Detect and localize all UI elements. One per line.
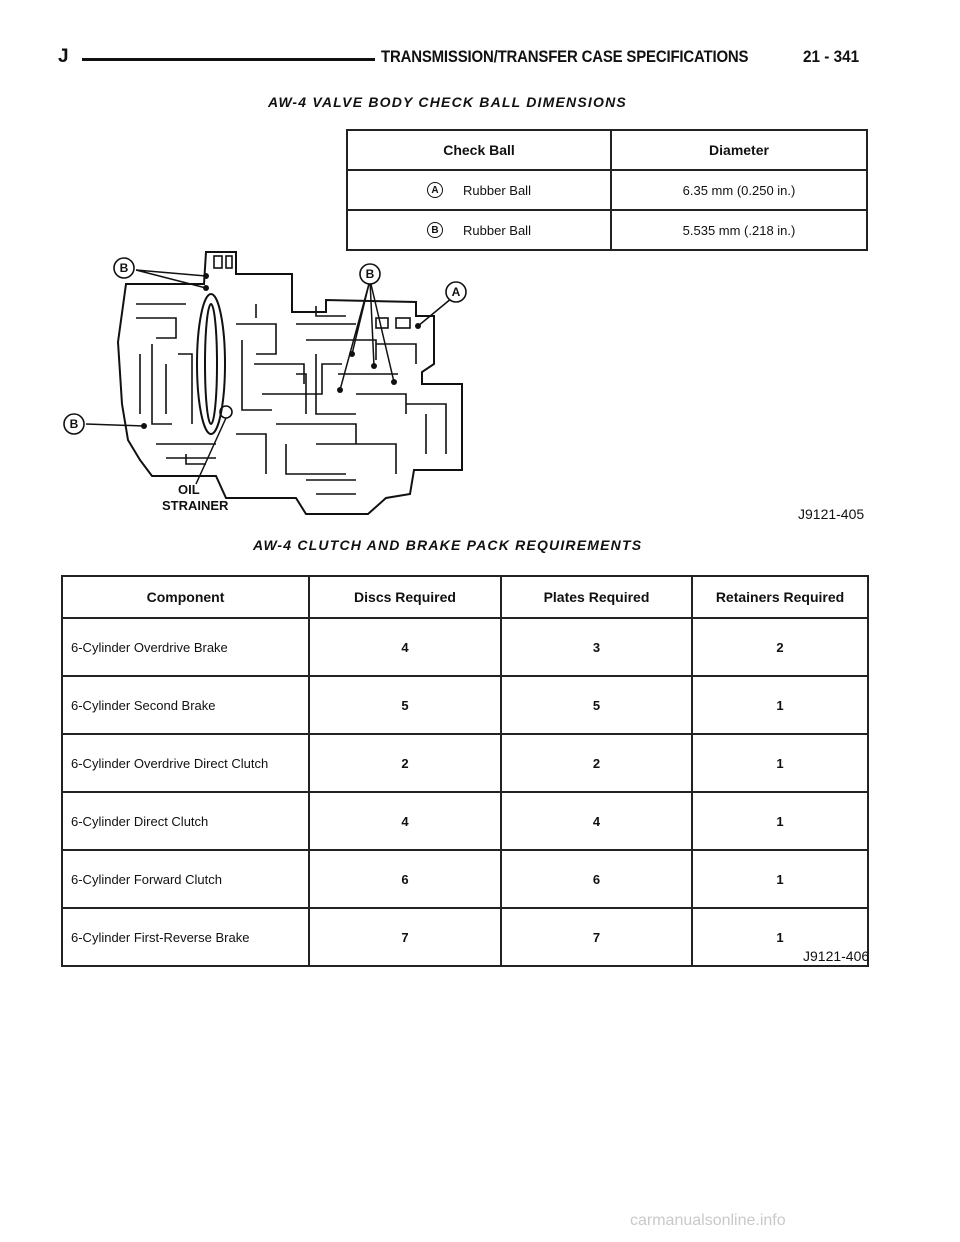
column-header: Discs Required — [309, 576, 501, 618]
callout-b-label: B — [119, 261, 129, 275]
header-title: TRANSMISSION/TRANSFER CASE SPECIFICATIONS — [381, 47, 749, 66]
page-number: 21 - 341 — [803, 47, 860, 66]
diameter-value: 5.535 mm (.218 in.) — [611, 210, 867, 250]
column-header: Plates Required — [501, 576, 692, 618]
component-cell: 6-Cylinder Overdrive Direct Clutch — [62, 734, 309, 792]
discs-cell: 4 — [309, 792, 501, 850]
clutch-brake-table — [61, 575, 869, 967]
plates-cell: 4 — [501, 792, 692, 850]
figure1-code: J9121-405 — [798, 506, 865, 522]
table-cell — [347, 170, 611, 210]
figure1-title: AW-4 VALVE BODY CHECK BALL DIMENSIONS — [268, 94, 627, 110]
table-row — [62, 792, 868, 850]
column-header: Retainers Required — [692, 576, 868, 618]
retainers-cell: 1 — [692, 734, 868, 792]
retainers-cell: 2 — [692, 618, 868, 676]
oil-label: OIL — [178, 482, 200, 497]
callout-marker: B — [427, 222, 443, 238]
ball-type: Rubber Ball — [463, 182, 531, 198]
strainer-label: STRAINER — [162, 498, 229, 513]
column-header: Component — [62, 576, 309, 618]
plates-cell: 5 — [501, 676, 692, 734]
table-row — [62, 734, 868, 792]
callout-marker: A — [427, 182, 443, 198]
column-header: Check Ball — [347, 130, 611, 170]
retainers-cell: 1 — [692, 908, 868, 966]
column-header: Diameter — [611, 130, 867, 170]
valve-body-diagram — [56, 244, 476, 524]
discs-cell: 6 — [309, 850, 501, 908]
component-cell: 6-Cylinder Direct Clutch — [62, 792, 309, 850]
check-ball-table — [346, 129, 868, 251]
header-rule — [82, 58, 375, 61]
watermark-link[interactable]: carmanualsonline.info — [630, 1212, 786, 1229]
plates-cell: 7 — [501, 908, 692, 966]
table-row — [62, 908, 868, 966]
plates-cell: 6 — [501, 850, 692, 908]
component-cell: 6-Cylinder Overdrive Brake — [62, 618, 309, 676]
callout-b-label: B — [365, 267, 375, 281]
table-header-row — [62, 576, 868, 618]
discs-cell: 2 — [309, 734, 501, 792]
figure2-code: J9121-406 — [803, 948, 870, 964]
retainers-cell: 1 — [692, 792, 868, 850]
retainers-cell: 1 — [692, 850, 868, 908]
callout-a-label: A — [451, 285, 461, 299]
diameter-value: 6.35 mm (0.250 in.) — [611, 170, 867, 210]
component-cell: 6-Cylinder First-Reverse Brake — [62, 908, 309, 966]
table-row — [62, 676, 868, 734]
discs-cell: 5 — [309, 676, 501, 734]
table-row — [62, 618, 868, 676]
component-cell: 6-Cylinder Second Brake — [62, 676, 309, 734]
table-row — [347, 170, 867, 210]
figure2-title: AW-4 CLUTCH AND BRAKE PACK REQUIREMENTS — [253, 537, 643, 553]
callout-b-label: B — [69, 417, 79, 431]
table-header-row — [347, 130, 867, 170]
table-row — [62, 850, 868, 908]
plates-cell: 3 — [501, 618, 692, 676]
plates-cell: 2 — [501, 734, 692, 792]
discs-cell: 7 — [309, 908, 501, 966]
retainers-cell: 1 — [692, 676, 868, 734]
component-cell: 6-Cylinder Forward Clutch — [62, 850, 309, 908]
header-section-letter: J — [58, 46, 69, 67]
discs-cell: 4 — [309, 618, 501, 676]
ball-type: Rubber Ball — [463, 222, 531, 238]
